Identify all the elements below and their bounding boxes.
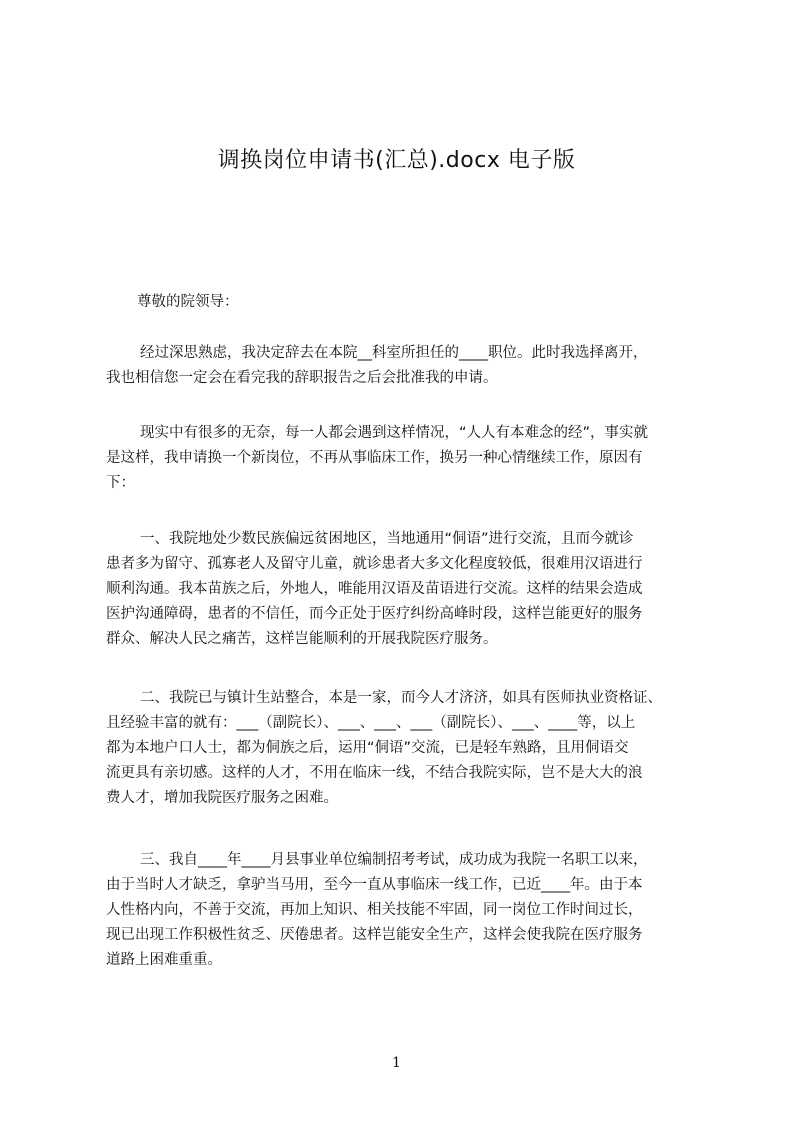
document-title: 调换岗位申请书(汇总).docx 电子版 <box>217 148 576 173</box>
paragraph-line: 群众、解决人民之痛苦，这样岂能顺利的开展我院医疗服务。 <box>106 631 498 647</box>
paragraph-line: 顺利沟通。我本苗族之后，外地人，唯能用汉语及苗语进行交流。这样的结果会造成 <box>106 581 643 597</box>
paragraph-line: 人性格内向，不善于交流，再加上知识、相关技能不牢固，同一岗位工作时间过长， <box>106 902 643 918</box>
salutation: 尊敬的院领导： <box>137 294 239 310</box>
paragraph-line: 费人才，增加我院医疗服务之困难。 <box>106 790 338 806</box>
paragraph-line: 下： <box>106 475 135 491</box>
paragraph-reason-three <box>106 848 706 973</box>
paragraph-reason-one <box>106 527 706 652</box>
paragraph-line: 经过深思熟虑，我决定辞去在本院__科室所担任的____职位。此时我选择离开， <box>140 345 648 361</box>
paragraph-line: 且经验丰富的就有：___（副院长）、___、___、___（副院长）、___、____等，以上 <box>106 715 636 731</box>
paragraph-line: 我也相信您一定会在看完我的辞职报告之后会批准我的申请。 <box>106 370 498 386</box>
paragraph-line: 流更具有亲切感。这样的人才，不用在临床一线，不结合我院实际，岂不是大大的浪 <box>106 765 643 781</box>
paragraph-reason-intro <box>106 421 706 496</box>
paragraph-line: 二、我院已与镇计生站整合，本是一家，而今人才济济，如具有医师执业资格证、 <box>140 690 662 706</box>
paragraph-line: 由于当时人才缺乏，拿驴当马用，至今一直从事临床一线工作，已近____年。由于本 <box>106 877 643 893</box>
paragraph-line: 道路上困难重重。 <box>106 952 222 968</box>
paragraph-line: 三、我自____年____月县事业单位编制招考考试，成功成为我院一名职工以来， <box>140 852 648 868</box>
paragraph-line: 是这样，我申请换一个新岗位，不再从事临床工作，换另一种心情继续工作，原因有 <box>106 450 643 466</box>
paragraph-line: 都为本地户口人士，都为侗族之后，运用“侗语”交流，已是轻车熟路，且用侗语交 <box>106 740 629 756</box>
paragraph-line: 现实中有很多的无奈，每一人都会遇到这样情况，“人人有本难念的经”，事实就 <box>140 425 649 441</box>
paragraph-resignation-intent <box>106 341 706 391</box>
paragraph-line: 一、我院地处少数民族偏远贫困地区，当地通用“侗语”进行交流，且而今就诊 <box>140 531 634 547</box>
paragraph-line: 医护沟通障碍，患者的不信任，而今正处于医疗纠纷高峰时段，这样岂能更好的服务 <box>106 606 643 622</box>
paragraph-line: 患者多为留守、孤寡老人及留守儿童，就诊患者大多文化程度较低，很难用汉语进行 <box>106 556 643 572</box>
page-number: 1 <box>392 1055 401 1071</box>
paragraph-line: 现已出现工作积极性贫乏、厌倦患者。这样岂能安全生产，这样会使我院在医疗服务 <box>106 927 643 943</box>
paragraph-reason-two <box>106 686 706 811</box>
